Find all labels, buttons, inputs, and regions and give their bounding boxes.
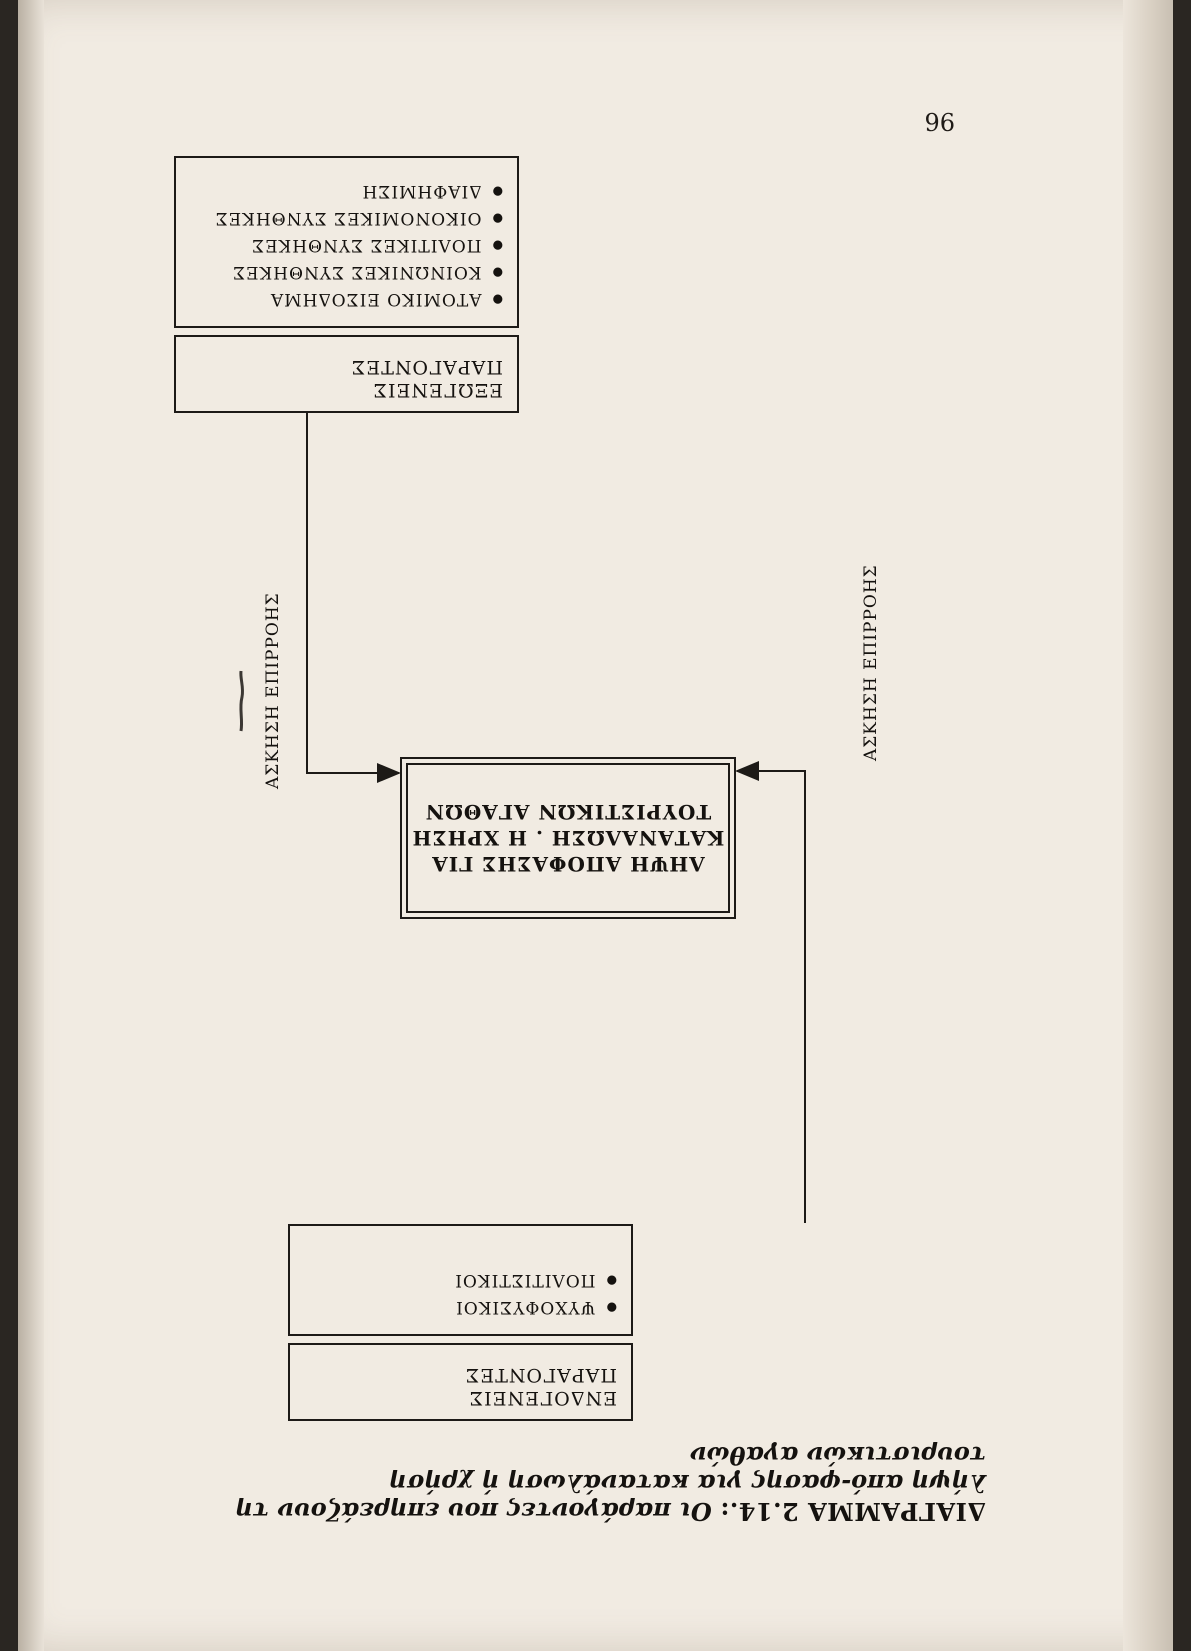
influence-label-left: ΑΣΚΗΣΗ ΕΠΙΡΡΟΗΣ bbox=[861, 564, 881, 761]
decision-line3: ΤΟΥΡΙΣΤΙΚΩΝ ΑΓΑΘΩΝ bbox=[424, 800, 712, 824]
decision-line2: ΚΑΤΑΝΑΛΩΣΗ . Η ΧΡΗΣΗ bbox=[411, 826, 725, 850]
decision-line1: ΛΗΨΗ ΑΠΟΦΑΣΗΣ ΓΙΑ bbox=[431, 852, 705, 876]
upside-down-content bbox=[18, 0, 1173, 1651]
list-item: ● ΚΟΙΝΩΝΙΚΕΣ ΣΥΝΘΗΚΕΣ bbox=[176, 258, 503, 285]
pencil-mark bbox=[234, 669, 248, 733]
list-item: ● ΠΟΛΙΤΙΚΕΣ ΣΥΝΘΗΚΕΣ bbox=[176, 231, 503, 258]
exogenous-title-line1: ΕΞΩΓΕΝΕΙΣ bbox=[372, 379, 503, 401]
list-item: ● ΠΟΛΙΤΙΣΤΙΚΟΙ bbox=[290, 1266, 617, 1293]
exogenous-connector bbox=[307, 413, 399, 773]
list-item: ● ΑΤΟΜΙΚΟ ΕΙΣΟΔΗΜΑ bbox=[176, 285, 503, 312]
connector-lines bbox=[18, 0, 1173, 1651]
endogenous-title-line1: ΕΝΔΟΓΕΝΕΙΣ bbox=[468, 1387, 617, 1409]
list-item: ● ΟΙΚΟΝΟΜΙΚΕΣ ΣΥΝΘΗΚΕΣ bbox=[176, 204, 503, 231]
page-number: 96 bbox=[924, 109, 955, 137]
exogenous-title-line2: ΠΑΡΑΓΟΝΤΕΣ bbox=[350, 356, 503, 378]
influence-label-right: ΑΣΚΗΣΗ ΕΠΙΡΡΟΗΣ bbox=[263, 592, 283, 789]
caption-text: Οι παράγοντες που επηρεάζουν τη λήψη από-φασης για κατανάλωση ή χρήση τουριστικών αγαθών bbox=[235, 1441, 986, 1526]
list-item: ● ΨΥΧΟΦΥΣΙΚΟΙ bbox=[290, 1293, 617, 1320]
endogenous-title-line2: ΠΑΡΑΓΟΝΤΕΣ bbox=[464, 1364, 617, 1386]
book-page bbox=[18, 0, 1173, 1651]
list-item: ● ΔΙΑΦΗΜΙΣΗ bbox=[176, 177, 503, 204]
endogenous-connector bbox=[737, 771, 805, 1223]
caption-lead: ΔΙΑΓΡΑΜΜΑ 2.14.: bbox=[720, 1497, 986, 1526]
